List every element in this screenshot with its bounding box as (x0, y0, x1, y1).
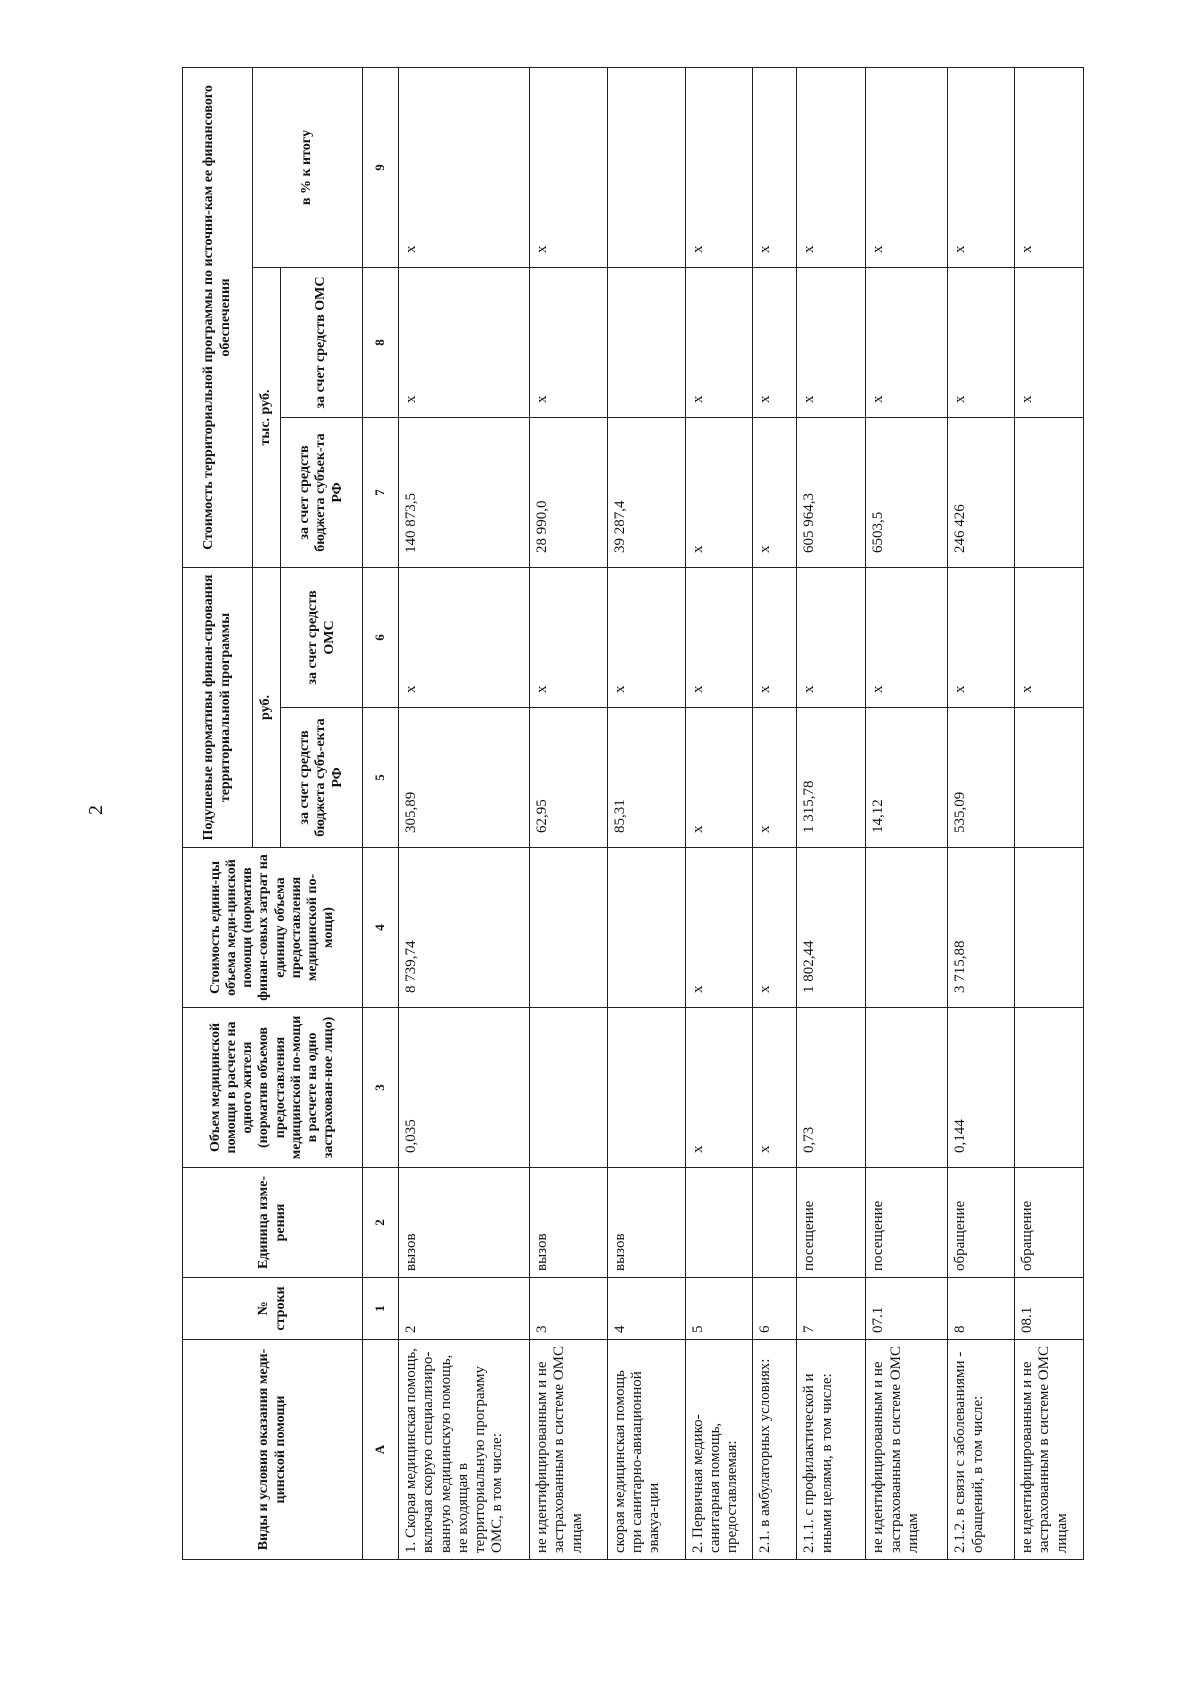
column-number: 6 (363, 568, 399, 708)
cell-col-5: x (685, 708, 752, 848)
cell-col-6: x (530, 568, 608, 708)
cell-unit: вызов (607, 1168, 685, 1278)
cell-col-9: x (866, 67, 948, 267)
cell-col-6: x (797, 568, 866, 708)
cell-col-7: 605 964,3 (797, 418, 866, 568)
cell-col-9: x (752, 67, 796, 267)
header-col-5: за счет средств бюджета субъ-екта РФ (281, 708, 363, 848)
cell-col-3: 0,035 (399, 1008, 530, 1168)
cell-col-5: 85,31 (607, 708, 685, 848)
cell-col-7: 28 990,0 (530, 418, 608, 568)
cell-unit (752, 1168, 796, 1278)
cell-col-9: x (797, 67, 866, 267)
cell-unit: вызов (530, 1168, 608, 1278)
cell-a: 2.1.1. с профилактической и иными целями, в том числе: (797, 1340, 866, 1560)
cell-unit: посещение (797, 1168, 866, 1278)
cell-col-7: 246 426 (948, 418, 1015, 568)
rotated-document-sheet (182, 68, 1084, 1560)
cell-row-number: 07.1 (866, 1278, 948, 1340)
cell-col-8: x (530, 268, 608, 418)
cell-col-3 (866, 1008, 948, 1168)
cell-col-5: 1 315,78 (797, 708, 866, 848)
header-col-a: Виды и условия оказания меди-цинской помощи (183, 1340, 363, 1560)
cell-a: 2. Первичная медико-санитарная помощь, предоставляемая: (685, 1340, 752, 1560)
cell-row-number: 4 (607, 1278, 685, 1340)
header-col-3: Объем медицинской помощи в расчете на одного жителя (норматив объемов предоставления медицинской по-мощи в расчете на одно застрахован-ное лицо) (183, 1008, 363, 1168)
cell-col-4: 8 739,74 (399, 848, 530, 1008)
page-number: 2 (85, 805, 107, 815)
cell-col-5: 535,09 (948, 708, 1015, 848)
header-col-8: за счет средств ОМС (281, 268, 363, 418)
cell-a: не идентифицированным и не застрахованным в системе ОМС лицам (1015, 1340, 1084, 1560)
cell-col-9 (607, 67, 685, 267)
cell-a: 1. Скорая медицинская помощь, включая скорую специализиро-ванную медицинскую помощь, не входящая в территориальную программу ОМС, в том числе: (399, 1340, 530, 1560)
medical-care-cost-table (182, 67, 1084, 1560)
cell-a: не идентифицированным и не застрахованным в системе ОМС лицам (866, 1340, 948, 1560)
cell-col-6: x (752, 568, 796, 708)
column-number: 2 (363, 1168, 399, 1278)
header-col-7: за счет средств бюджета субъек-та РФ (281, 418, 363, 568)
cell-col-8: x (797, 268, 866, 418)
cell-unit: обращение (1015, 1168, 1084, 1278)
cell-row-number: 08.1 (1015, 1278, 1084, 1340)
cell-col-4: 1 802,44 (797, 848, 866, 1008)
cell-col-8: x (866, 268, 948, 418)
cell-a: 2.1.2. в связи с заболеваниями - обращений, в том числе: (948, 1340, 1015, 1560)
cell-col-3: x (685, 1008, 752, 1168)
column-number: 8 (363, 268, 399, 418)
cell-a: не идентифицированным и не застрахованным в системе ОМС лицам (530, 1340, 608, 1560)
cell-col-8: x (685, 268, 752, 418)
header-group-5-6: Подушевые нормативы финан-сирования территориальной программы (183, 568, 253, 848)
table-body (399, 67, 1084, 1559)
column-number: 9 (363, 67, 399, 267)
cell-col-3: 0,144 (948, 1008, 1015, 1168)
cell-row-number: 3 (530, 1278, 608, 1340)
cell-col-4: x (752, 848, 796, 1008)
cell-col-7 (1015, 418, 1084, 568)
table-row (685, 67, 752, 1559)
cell-col-4 (530, 848, 608, 1008)
table-row (948, 67, 1015, 1559)
header-col-1: № строки (183, 1278, 363, 1340)
cell-col-7: 39 287,4 (607, 418, 685, 568)
cell-a: 2.1. в амбулаторных условиях: (752, 1340, 796, 1560)
header-col-2: Единица изме-рения (183, 1168, 363, 1278)
cell-col-8: x (399, 268, 530, 418)
cell-col-9: x (530, 67, 608, 267)
cell-row-number: 5 (685, 1278, 752, 1340)
header-col-6: за счет средств ОМС (281, 568, 363, 708)
cell-col-4: 3 715,88 (948, 848, 1015, 1008)
table-row (752, 67, 796, 1559)
cell-col-7: 6503,5 (866, 418, 948, 568)
cell-col-9: x (1015, 67, 1084, 267)
cell-col-5 (1015, 708, 1084, 848)
cell-col-3 (1015, 1008, 1084, 1168)
cell-col-3: x (752, 1008, 796, 1168)
header-col-4: Стоимость едини-цы объема меди-цинской помощи (норматив финан-совых затрат на единицу объема предоставления медицинской по-мощи) (183, 848, 363, 1008)
cell-col-5: 305,89 (399, 708, 530, 848)
cell-unit: вызов (399, 1168, 530, 1278)
cell-col-8: x (948, 268, 1015, 418)
cell-col-3: 0,73 (797, 1008, 866, 1168)
table-row (530, 67, 608, 1559)
cell-a: скорая медицинская помощь при санитарно-авиационной эвакуа-ции (607, 1340, 685, 1560)
cell-col-6: x (607, 568, 685, 708)
cell-col-4: x (685, 848, 752, 1008)
header-group-7-9: Стоимость территориальной программы по источни-кам ее финансового обеспечения (183, 67, 253, 567)
cell-col-3 (530, 1008, 608, 1168)
cell-row-number: 2 (399, 1278, 530, 1340)
column-number: 5 (363, 708, 399, 848)
cell-col-9: x (685, 67, 752, 267)
table-row (797, 67, 866, 1559)
cell-col-6: x (1015, 568, 1084, 708)
column-number: 7 (363, 418, 399, 568)
cell-col-6: x (866, 568, 948, 708)
column-number: 4 (363, 848, 399, 1008)
cell-col-4 (1015, 848, 1084, 1008)
cell-unit (685, 1168, 752, 1278)
cell-col-6: x (948, 568, 1015, 708)
cell-col-7: x (752, 418, 796, 568)
cell-col-5: x (752, 708, 796, 848)
cell-col-7: 140 873,5 (399, 418, 530, 568)
cell-col-6: x (685, 568, 752, 708)
cell-col-7: x (685, 418, 752, 568)
table-row (607, 67, 685, 1559)
cell-col-9: x (399, 67, 530, 267)
cell-col-8: x (752, 268, 796, 418)
header-unit-5-6: руб. (253, 568, 281, 848)
cell-unit: обращение (948, 1168, 1015, 1278)
table-row (866, 67, 948, 1559)
table-row (399, 67, 530, 1559)
cell-row-number: 8 (948, 1278, 1015, 1340)
cell-col-9: x (948, 67, 1015, 267)
cell-row-number: 6 (752, 1278, 796, 1340)
column-number: 1 (363, 1278, 399, 1340)
cell-col-3 (607, 1008, 685, 1168)
header-unit-7-8: тыс. руб. (253, 268, 281, 568)
cell-col-6: x (399, 568, 530, 708)
cell-unit: посещение (866, 1168, 948, 1278)
table-row (1015, 67, 1084, 1559)
cell-col-5: 62,95 (530, 708, 608, 848)
cell-col-8 (607, 268, 685, 418)
cell-col-5: 14,12 (866, 708, 948, 848)
column-number: А (363, 1340, 399, 1560)
cell-col-4 (607, 848, 685, 1008)
header-col-9: в % к итогу (253, 67, 363, 267)
cell-col-8: x (1015, 268, 1084, 418)
cell-col-4 (866, 848, 948, 1008)
column-number: 3 (363, 1008, 399, 1168)
cell-row-number: 7 (797, 1278, 866, 1340)
